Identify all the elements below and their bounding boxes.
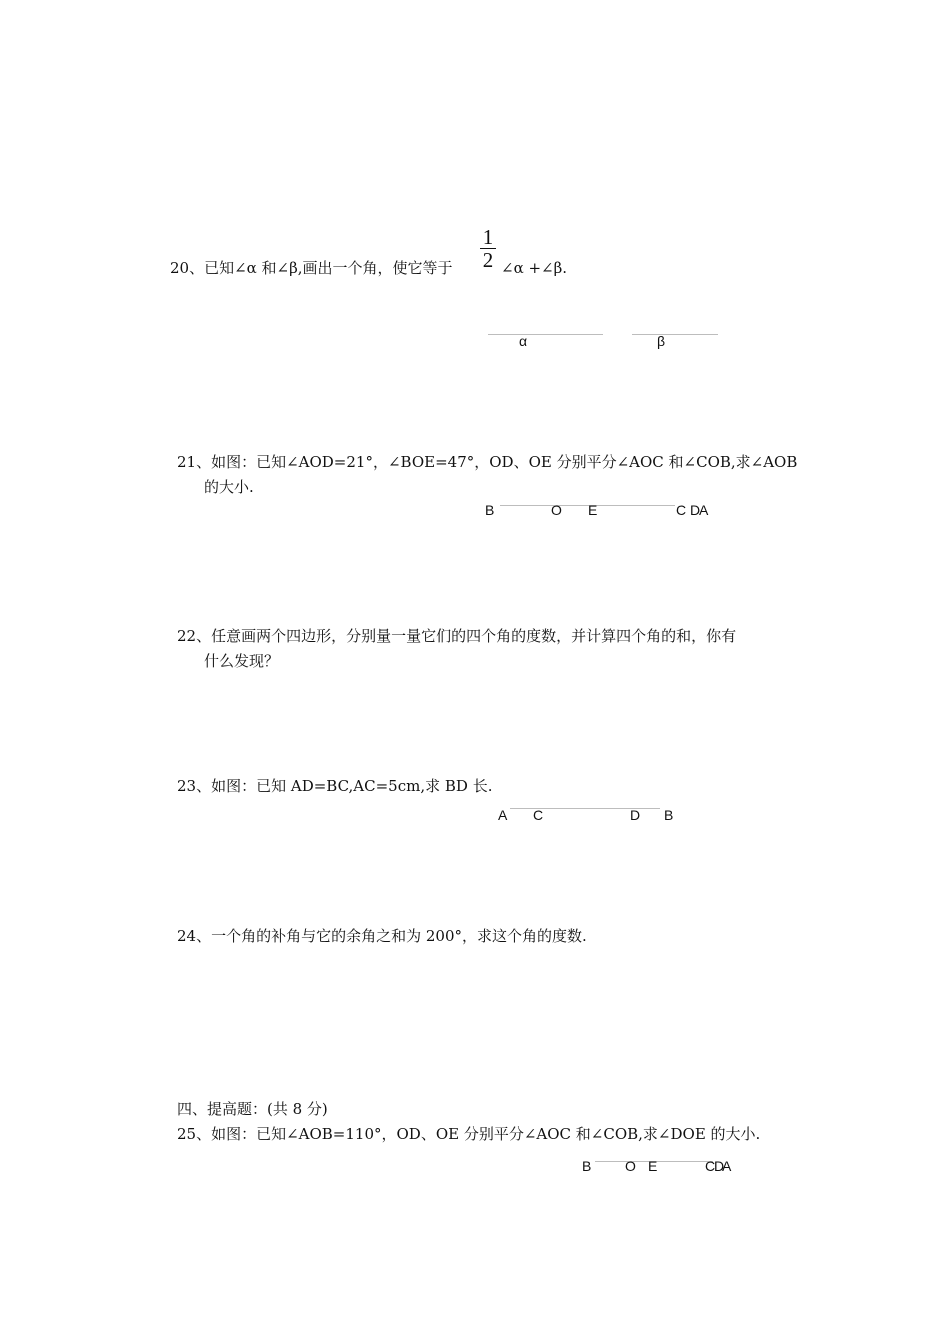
q25-label-e: E — [648, 1158, 658, 1174]
fraction-denominator: 2 — [482, 248, 494, 272]
q23-label-d: D — [630, 807, 641, 823]
beta-label: β — [657, 333, 666, 349]
q25-label-c: C — [705, 1158, 716, 1174]
fraction-numerator: 1 — [482, 225, 494, 249]
q25-label-o: O — [625, 1158, 636, 1174]
q25-label-d: D — [714, 1158, 725, 1174]
q21-line2: 的大小. — [204, 478, 254, 496]
beta-figure-line — [632, 334, 718, 335]
q21-label-e: E — [588, 502, 598, 518]
q25-label-b: B — [582, 1158, 592, 1174]
q23-label-a: A — [498, 807, 508, 823]
q25-text: 25、如图：已知∠AOB=110°，OD、OE 分别平分∠AOC 和∠COB,求∠DOE 的大小. — [177, 1125, 761, 1143]
q20-prefix: 20、已知∠α 和∠β,画出一个角，使它等于 — [170, 259, 453, 277]
q21-label-b: B — [485, 502, 495, 518]
q21-label-d: D — [690, 502, 701, 518]
q21-label-a: A — [699, 502, 709, 518]
q23-text: 23、如图：已知 AD=BC,AC=5cm,求 BD 长. — [177, 777, 493, 795]
q20-suffix: ∠α +∠β. — [501, 259, 568, 277]
q21-label-o: O — [551, 502, 562, 518]
q21-line1: 21、如图：已知∠AOD=21°，∠BOE=47°，OD、OE 分别平分∠AOC 和∠COB,求∠AOB — [177, 453, 798, 471]
q22-line1: 22、任意画两个四边形，分别量一量它们的四个角的度数，并计算四个角的和，你有 — [177, 627, 737, 645]
q21-label-c: C — [676, 502, 687, 518]
alpha-label: α — [519, 333, 528, 349]
q23-label-b: B — [664, 807, 674, 823]
q25-label-a: A — [722, 1158, 732, 1174]
q22-line2: 什么发现？ — [204, 652, 280, 670]
q24-text: 24、一个角的补角与它的余角之和为 200°，求这个角的度数. — [177, 927, 587, 945]
q23-label-c: C — [533, 807, 544, 823]
section4-heading: 四、提高题：(共 8 分) — [177, 1100, 328, 1118]
one-half-fraction — [479, 226, 497, 271]
alpha-figure-line — [488, 334, 603, 335]
